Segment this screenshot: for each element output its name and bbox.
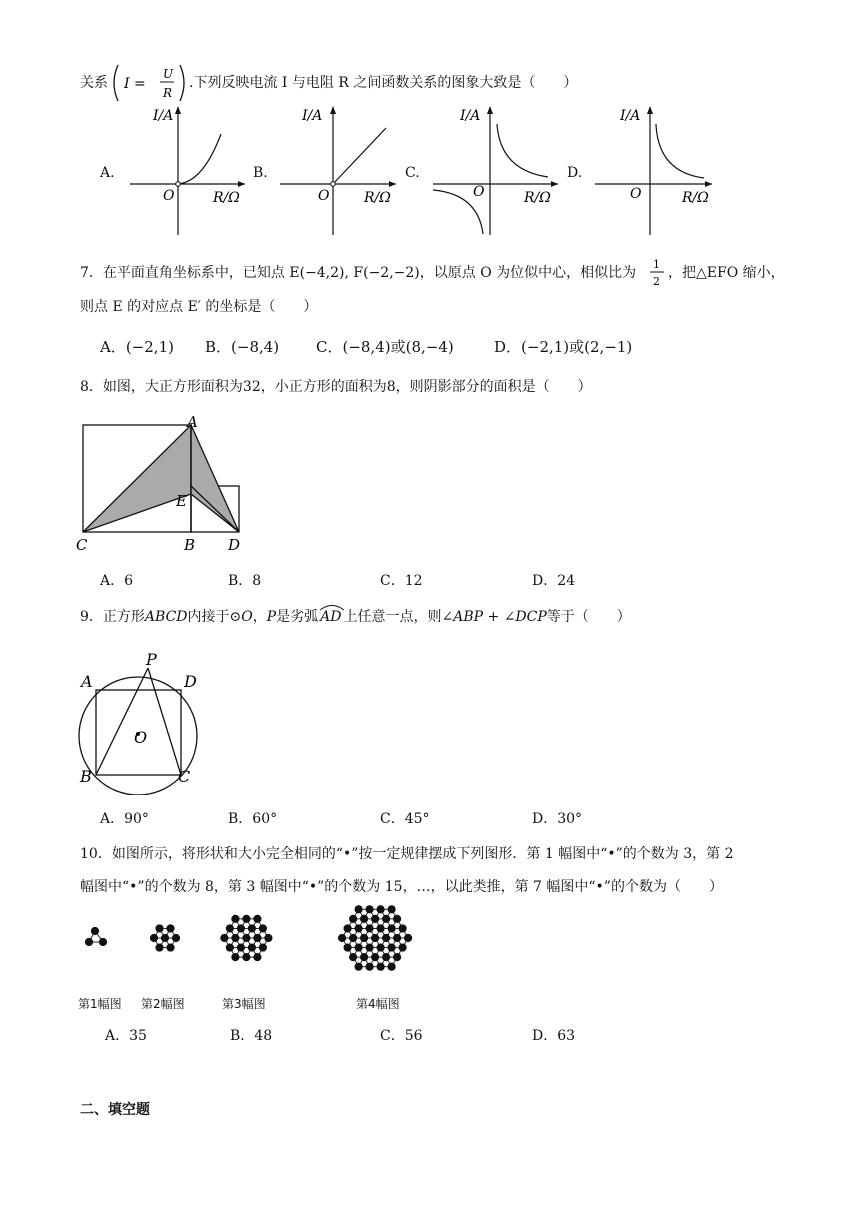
q6-suffix: .下列反映电流 I 与电阻 R 之间函数关系的图象大致是（ ） <box>189 75 578 91</box>
q10-dot <box>243 934 250 941</box>
q10-dot <box>366 963 373 970</box>
q9-arc-wrap <box>318 609 343 625</box>
q6-graph-c <box>430 100 565 240</box>
q7-line1-end: ，把△EFO 缩小， <box>668 265 785 281</box>
q6-graph-a <box>125 100 250 240</box>
q6-option-b-label: B. <box>253 165 268 181</box>
q10-dot <box>388 906 395 913</box>
q6-option-c-label: C. <box>405 165 420 181</box>
q8-option-d: D．24 <box>532 573 576 589</box>
q6-formula-lhs: I = <box>124 76 146 92</box>
q10-dot <box>226 944 233 951</box>
q10-dot <box>265 934 272 941</box>
q10-dot <box>361 954 368 961</box>
q6-option-c <box>405 100 565 240</box>
q10-line1: 10．如图所示，将形状和大小完全相同的“•”按一定规律摆成下列图形．第 1 幅图中“•”的个数为 3，第 2 <box>80 846 734 862</box>
q9-text-end: 等于（ ） <box>546 609 631 625</box>
q6-d-yaxis: I/A <box>620 108 641 124</box>
q10-dot <box>355 963 362 970</box>
q10-figures <box>75 898 465 988</box>
q10-dot <box>405 934 412 941</box>
q10-figure-3 <box>221 915 272 960</box>
q10-dot <box>388 963 395 970</box>
q10-dot <box>388 925 395 932</box>
q10-dot <box>226 925 233 932</box>
q7-line2: 则点 E 的对应点 E′ 的坐标是（ ） <box>80 299 318 315</box>
q10-dot <box>399 944 406 951</box>
q10-option-c: C．56 <box>380 1028 423 1044</box>
q7-option-b: B．(−8,4) <box>205 338 280 356</box>
q8-label-d: D <box>228 536 241 554</box>
q10-dot <box>377 925 384 932</box>
q6-a-yaxis: I/A <box>153 108 174 124</box>
q10-dot <box>172 934 179 941</box>
q9-text-mid2: ， <box>252 609 267 625</box>
q6-c-xaxis: R/Ω <box>524 190 551 206</box>
q10-dot <box>259 925 266 932</box>
q10-dot <box>377 906 384 913</box>
q6-formula-den: R <box>163 86 173 100</box>
q10-caption-2: 第2幅图 <box>141 997 185 1011</box>
q10-figure-1 <box>85 927 106 945</box>
q6-b-origin: O <box>318 188 330 204</box>
q10-dot <box>150 934 157 941</box>
q6-c-origin: O <box>473 184 485 200</box>
q10-dot <box>91 927 98 934</box>
q8-option-c: C．12 <box>380 573 423 589</box>
q10-dot <box>366 906 373 913</box>
q10-dot <box>355 925 362 932</box>
q10-dot <box>377 963 384 970</box>
q10-dot <box>377 944 384 951</box>
q9-option-b: B．60° <box>228 811 278 827</box>
q10-dot <box>394 915 401 922</box>
q10-dot <box>394 954 401 961</box>
q10-dot <box>259 944 266 951</box>
q8-label-c: C <box>76 536 88 554</box>
q10-dot <box>221 934 228 941</box>
q9-text-mid1: 内接于⊙ <box>187 609 242 625</box>
q6-b-xaxis: R/Ω <box>364 190 391 206</box>
q9-text-mid4: 上任意一点，则 <box>343 609 442 625</box>
q10-dot <box>344 925 351 932</box>
q6-d-origin: O <box>630 186 642 202</box>
q8-label-b: B <box>184 536 196 554</box>
q8-stem: 8．如图，大正方形面积为32，小正方形的面积为8，则阴影部分的面积是（ ） <box>80 379 592 395</box>
q8-label-e: E <box>176 492 187 510</box>
q10-dot <box>167 944 174 951</box>
q9-text-mid3: 是劣弧 <box>276 609 319 625</box>
q9-label-o: O <box>134 728 148 747</box>
q10-dot <box>372 934 379 941</box>
q10-dot <box>350 954 357 961</box>
q10-caption-1: 第1幅图 <box>78 997 122 1011</box>
q10-dot <box>366 944 373 951</box>
q10-figure-4 <box>339 906 412 971</box>
q9-circle: O <box>241 609 253 625</box>
q10-dot <box>254 915 261 922</box>
q7-option-a: A．(−2,1) <box>100 338 174 356</box>
q9-option-d: D．30° <box>532 811 583 827</box>
q10-dot <box>339 934 346 941</box>
q10-dot <box>388 944 395 951</box>
q9-angles: ∠ABP + ∠DCP <box>441 609 547 625</box>
section-2-title: 二、填空题 <box>80 1102 150 1118</box>
q7-option-c: C．(−8,4)或(8,−4) <box>316 338 454 356</box>
q10-dot <box>361 934 368 941</box>
q6-graph-b <box>278 100 403 240</box>
q10-dot <box>394 934 401 941</box>
q6-formula-num: U <box>163 67 174 81</box>
q6-a-xaxis: R/Ω <box>213 190 240 206</box>
q10-option-b: B．48 <box>230 1028 273 1044</box>
q6-prefix: 关系 <box>80 75 108 91</box>
q10-dot <box>372 915 379 922</box>
q9-label-b: B <box>80 767 92 786</box>
q10-dot <box>383 954 390 961</box>
q10-dot <box>237 944 244 951</box>
q10-dot <box>248 944 255 951</box>
q10-dot <box>350 934 357 941</box>
q6-c-yaxis: I/A <box>460 108 481 124</box>
q10-caption-4: 第4幅图 <box>356 997 400 1011</box>
q8-figure <box>70 410 260 560</box>
q6-option-d-label: D. <box>567 165 583 181</box>
q10-dot <box>344 944 351 951</box>
q10-dot <box>355 906 362 913</box>
q10-dot <box>383 915 390 922</box>
q10-dot <box>161 934 168 941</box>
q10-dot <box>232 954 239 961</box>
q9-square: ABCD <box>144 609 188 625</box>
q10-dot <box>232 915 239 922</box>
q9-label-d: D <box>184 672 197 691</box>
q6-option-d <box>567 100 727 240</box>
q10-dot <box>243 915 250 922</box>
q6-option-a-label: A. <box>100 165 115 181</box>
q10-dot <box>372 954 379 961</box>
q9-arc: AD <box>320 609 342 625</box>
q7-ratio-num: 1 <box>653 258 660 271</box>
q10-dot <box>167 925 174 932</box>
q9-figure <box>70 645 210 795</box>
q7-ratio-den: 2 <box>653 275 660 288</box>
q10-dot <box>361 915 368 922</box>
q10-dot <box>399 925 406 932</box>
q6-option-b <box>253 100 403 240</box>
q9-label-c: C <box>178 767 191 786</box>
q10-option-a: A．35 <box>105 1028 147 1044</box>
q8-option-b: B．8 <box>228 573 262 589</box>
q9-point: P <box>266 609 277 625</box>
q10-line2: 幅图中“•”的个数为 8，第 3 幅图中“•”的个数为 15，…，以此类推，第 7 幅图中“•”的个数为（ ） <box>80 879 723 895</box>
q10-caption-3: 第3幅图 <box>222 997 266 1011</box>
q10-dot <box>156 925 163 932</box>
q6-d-xaxis: R/Ω <box>682 190 709 206</box>
q10-dot <box>366 925 373 932</box>
q10-dot <box>243 954 250 961</box>
q9-text-start: 9．正方形 <box>80 609 145 625</box>
q10-dot <box>232 934 239 941</box>
q6-b-yaxis: I/A <box>302 108 323 124</box>
q6-option-a <box>100 100 250 240</box>
q10-dot <box>99 938 106 945</box>
q9-label-p: P <box>146 650 157 669</box>
q6-a-origin: O <box>163 188 175 204</box>
q10-dot <box>254 934 261 941</box>
q9-stem <box>80 606 631 632</box>
q10-figure-2 <box>150 925 179 951</box>
q10-dot <box>156 944 163 951</box>
q10-option-d: D．63 <box>532 1028 576 1044</box>
q7-option-d: D．(−2,1)或(2,−1) <box>494 338 633 356</box>
q6-graph-d <box>592 100 727 240</box>
q9-arc-mark <box>318 603 346 611</box>
q10-dot <box>248 925 255 932</box>
q10-dot <box>237 925 244 932</box>
q10-dot <box>355 944 362 951</box>
q9-option-c: C．45° <box>380 811 430 827</box>
q10-dot <box>350 915 357 922</box>
q7-line1-text: 7．在平面直角坐标系中，已知点 E(−4,2), F(−2,−2)，以原点 O 为位似中心，相似比为 <box>80 265 637 281</box>
q10-dot <box>383 934 390 941</box>
q9-label-a: A <box>81 672 93 691</box>
q8-option-a: A．6 <box>100 573 134 589</box>
q8-label-a: A <box>187 413 198 431</box>
q10-dot <box>85 938 92 945</box>
q10-dot <box>254 954 261 961</box>
q9-option-a: A．90° <box>100 811 149 827</box>
q7-ratio <box>648 256 668 290</box>
